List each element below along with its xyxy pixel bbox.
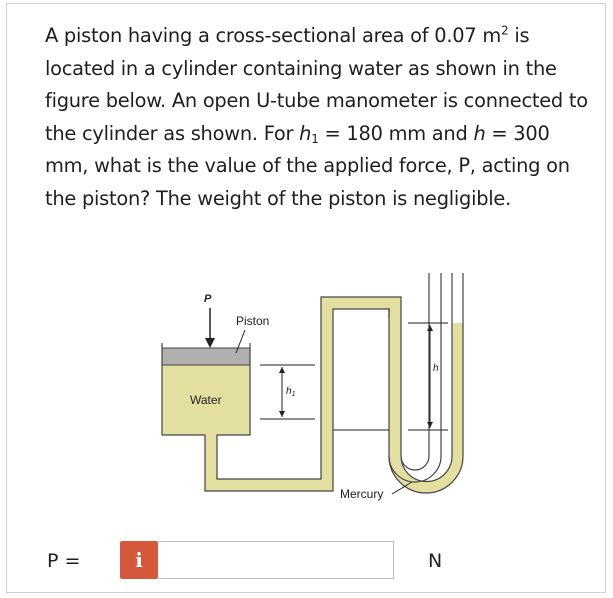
force-arrow [205, 308, 215, 348]
force-label: P [204, 293, 212, 305]
manometer-figure [150, 268, 480, 513]
h-dimension [408, 323, 448, 430]
h1-label: $h_1$ [286, 386, 296, 398]
mercury-label: Mercury [340, 487, 384, 501]
info-icon[interactable]: i [120, 541, 158, 579]
piston-label: Piston [236, 314, 270, 328]
answer-input[interactable] [158, 541, 394, 579]
h-label: h [433, 363, 439, 374]
answer-row [0, 538, 613, 582]
water-label: Water [190, 393, 222, 407]
question-text: A piston having a cross-sectional area of 0.07 $m^2$ is located in a cylinder containing water as shown in the figure below. An open U-tube manometer is connected to the cylinder as shown. For $h_1 = 180$ mm and h = 300 mm, what is the value of the applied force, P, acting on the piston? The weight of the piston is negligible. [45, 23, 588, 210]
answer-label: P = [47, 550, 81, 572]
unit-label: N [428, 550, 443, 572]
